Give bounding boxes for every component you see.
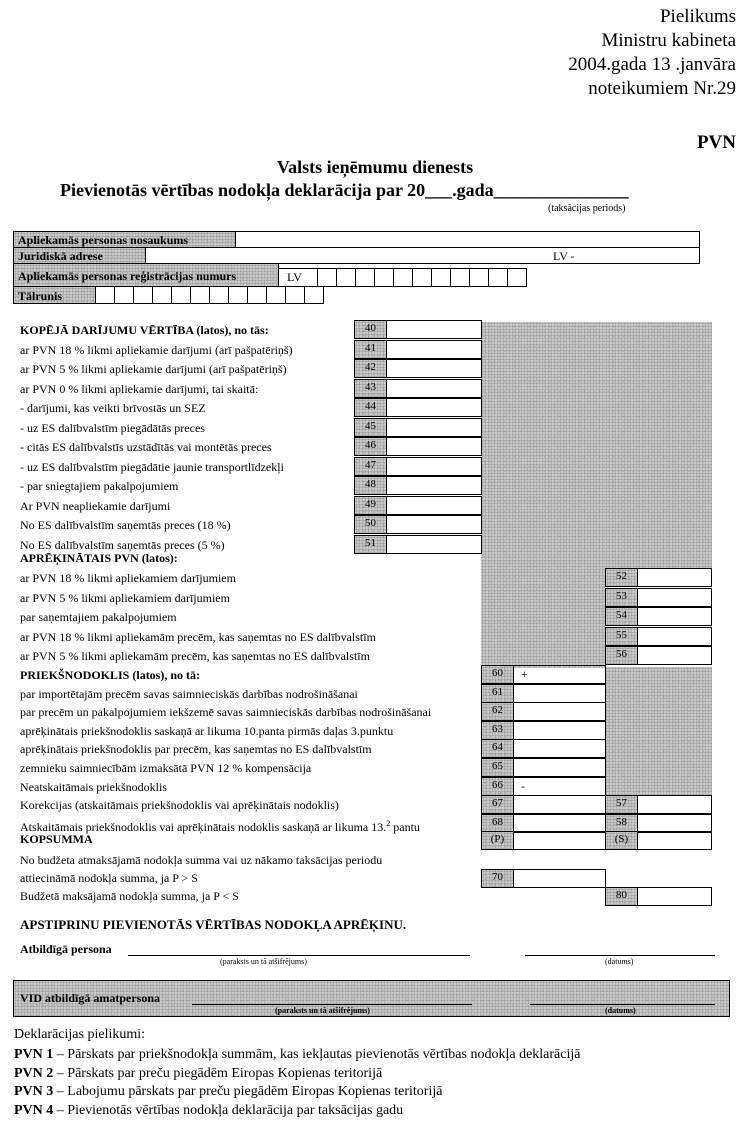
regno-digit-box[interactable] [393,268,413,287]
code-box-47: 47 [354,457,387,476]
phone-digit-box[interactable] [114,286,134,304]
form-code: PVN [696,132,736,153]
value-input-65[interactable] [513,758,606,777]
calc-title: APRĒĶINĀTAIS PVN (latos): [20,551,178,565]
row-label-62: par precēm un pakalpojumiem iekšzemē savas saimnieciskās darbības nodrošināšanai [20,705,432,720]
code-box-52: 52 [605,568,638,587]
value-input-63[interactable] [513,721,606,740]
refund-label-2: attiecināmā nodokļa summa, ja P > S [20,871,198,885]
regno-digit-box[interactable] [507,268,527,287]
value-input-62[interactable] [513,702,606,721]
date-line[interactable] [525,955,715,956]
regno-digit-box[interactable] [317,268,337,287]
vid-signature-line[interactable] [192,1004,472,1005]
regno-digit-box[interactable] [374,268,394,287]
row-label-41: ar PVN 18 % likmi apliekamie darījumi (arī pašpatēriņš) [20,342,293,357]
attachment-text: – Labojumu pārskats par preču piegādēm Eiropas Kopienas teritorijā [56,1084,443,1099]
corrections-label: Korekcijas (atskaitāmais priekšnodoklis vai aprēķinātais nodoklis) [20,798,339,812]
phone-digit-box[interactable] [152,286,172,304]
regno-digit-box[interactable] [469,268,489,287]
period-caption: (taksācijas periods) [548,203,626,214]
code-box-70: 70 [481,869,514,888]
row-label-65: zemnieku saimniecībām izmaksātā PVN 12 % kompensācija [20,761,312,775]
row-label-55: ar PVN 18 % likmi apliekamām precēm, kas saņemtas no ES dalībvalstīm [20,629,376,644]
code-box-66: 66 [481,777,514,796]
code-box-61: 61 [481,684,514,703]
header-line-4: noteikumiem Nr.29 [588,78,736,99]
row-label-61: par importētajām precēm savas saimnieciskās darbības nodrošināšanai [20,686,358,701]
phone-digit-box[interactable] [190,286,210,304]
attachment-text: – Pārskats par priekšnodokļa summām, kas iekļautas pievienotās vērtības nodokļa deklarācijā [56,1047,581,1062]
phone-digit-box[interactable] [285,286,305,304]
code-box-51: 51 [354,535,387,554]
row-label-60: PRIEKŠNODOKLIS (latos), no tā: [20,668,201,682]
code-box-44: 44 [354,398,387,417]
row-label-45: - uz ES dalībvalstīm piegādātās preces [20,420,205,435]
row-label-43: ar PVN 0 % likmi apliekamie darījumi, tai skaitā: [20,381,259,396]
row-label-53: ar PVN 5 % likmi apliekamiem darījumiem [20,590,230,605]
regno-digit-box[interactable] [336,268,356,287]
header-line-3: 2004.gada 13 .janvāra [568,54,736,75]
vid-date-line[interactable] [530,1004,715,1005]
row-label-54: par saņemtajiem pakalpojumiem [20,610,177,624]
code-box-63: 63 [481,721,514,740]
value-input-64[interactable] [513,739,606,758]
value-input-56[interactable] [637,646,712,665]
payable-label: Budžetā maksājamā nodokļa summa, ja P < S [20,889,239,903]
name-label: Apliekamās personas nosaukums [18,233,189,247]
attachment-code: PVN 4 [14,1102,57,1118]
value-input-70[interactable] [513,869,606,888]
regno-digit-box[interactable] [355,268,375,287]
code-box-53: 53 [605,588,638,607]
attachments-title: Deklarācijas pielikumi: [14,1027,146,1042]
date-caption: (datums) [605,957,634,966]
regno-label: Apliekamās personas reģistrācijas numurs [18,269,237,283]
address-prefix: LV - [553,249,575,263]
attachment-code: PVN 1 [14,1047,57,1062]
sign-60: + [521,667,528,681]
code-box-65: 65 [481,758,514,777]
address-label: Juridiskā adrese [18,249,103,263]
signature-caption: (paraksts un tā atšifrējums) [220,957,307,966]
row-label-46: - citās ES dalībvalstīs uzstādītās vai montētās preces [20,440,272,454]
row-label-51: No ES dalībvalstīm saņemtās preces (5 %) [20,537,225,552]
value-input-45[interactable] [386,418,482,437]
code-box-55: 55 [605,627,638,646]
row-label-66: Neatskaitāmais priekšnodoklis [20,779,167,794]
row-label-40: KOPĒJĀ DARĪJUMU VĒRTĪBA (latos), no tās: [20,323,269,337]
code-box-p: (P) [481,831,514,850]
value-input-49[interactable] [386,496,482,515]
agency-title: Valsts ieņēmumu dienests [276,157,474,177]
row-label-48: - par sniegtajiem pakalpojumiem [20,479,179,493]
attachment-item [14,1103,403,1119]
code-box-48: 48 [354,476,387,495]
row-label-50: No ES dalībvalstīm saņemtās preces (18 %) [20,518,231,532]
code-box-67: 67 [481,795,514,814]
vid-date-caption: (datums) [605,1006,636,1015]
regno-digit-box[interactable] [412,268,432,287]
phone-digit-box[interactable] [209,286,229,304]
value-input-53[interactable] [637,588,712,607]
code-box-42: 42 [354,359,387,378]
confirm-statement: APSTIPRINU PIEVIENOTĀS VĒRTĪBAS NODOKĻA APRĒĶINU. [20,917,407,932]
attachment-text: – Pievienotās vērtības nodokļa deklarācija par taksācijas gadu [56,1102,404,1118]
value-input-43[interactable] [386,379,482,398]
attachment-text: – Pārskats par preču piegādēm Eiropas Kopienas teritorijā [56,1065,383,1081]
vid-label: VID atbildīgā amatpersona [20,991,161,1005]
code-box-49: 49 [354,496,387,515]
row-label-44: - darījumi, kas veikti brīvostās un SEZ [20,401,206,415]
row-label-64: aprēķinātais priekšnodoklis par precēm, kas saņemtas no ES dalībvalstīm [20,742,372,757]
phone-digit-box[interactable] [304,286,324,304]
row-label-47: - uz ES dalībvalstīm piegādātie jaunie transportlīdzekļi [20,459,284,474]
phone-digit-box[interactable] [228,286,248,304]
phone-digit-box[interactable] [133,286,153,304]
total-label: KOPSUMMA [20,832,93,846]
settled-label-text: Atskaitāmais priekšnodoklis vai aprēķinātais nodoklis saskaņā ar likuma 13. [20,820,387,834]
shaded-block-right-top [605,322,712,569]
shaded-block-right-mid [605,667,712,795]
value-input-41[interactable] [386,340,482,359]
signature-line[interactable] [128,955,470,956]
code-box-64: 64 [481,739,514,758]
shaded-block-mid [481,322,605,668]
settled-label-end: pantu [390,820,420,834]
value-input-47[interactable] [386,457,482,476]
code-box-54: 54 [605,607,638,626]
code-box-s: (S) [605,831,638,850]
header-line-1: Pielikums [659,6,736,27]
value-input-57[interactable] [637,795,712,814]
attachment-item [14,1066,382,1082]
refund-label-1: No budžeta atmaksājamā nodokļa summa vai uz nākamo taksācijas periodu [20,853,383,867]
responsible-person-label: Atbildīgā persona [20,942,112,956]
phone-digit-box[interactable] [247,286,267,304]
code-box-45: 45 [354,418,387,437]
code-box-46: 46 [354,437,387,456]
settled-label-sup: 2 [386,819,391,828]
attachment-item [14,1084,442,1100]
code-box-62: 62 [481,702,514,721]
row-label-49: Ar PVN neapliekamie darījumi [20,498,171,513]
row-label-63: aprēķinātais priekšnodoklis saskaņā ar likuma 10.panta pirmās daļas 3.punktu [20,723,394,738]
phone-digit-box[interactable] [95,286,115,304]
row-label-52: ar PVN 18 % likmi apliekamiem darījumiem [20,571,236,585]
value-input-61[interactable] [513,684,606,703]
code-box-50: 50 [354,515,387,534]
phone-digit-box[interactable] [171,286,191,304]
value-input-p[interactable] [513,831,606,850]
code-box-43: 43 [354,379,387,398]
phone-digit-box[interactable] [266,286,286,304]
value-input-44[interactable] [386,398,482,417]
attachment-code: PVN 3 [14,1084,57,1099]
header-line-2: Ministru kabineta [601,30,736,51]
phone-label: Tālrunis [18,289,63,303]
regno-prefix: LV [287,270,302,284]
value-input-42[interactable] [386,359,482,378]
row-label-42: ar PVN 5 % likmi apliekamie darījumi (arī pašpatēriņš) [20,362,287,376]
vid-signature-caption: (paraksts un tā atšifrējums) [275,1006,370,1015]
code-box-40: 40 [354,320,387,339]
code-box-57: 57 [605,795,638,814]
code-box-56: 56 [605,646,638,665]
attachment-code: PVN 2 [14,1065,57,1081]
value-input-46[interactable] [386,437,482,456]
value-input-55[interactable] [637,627,712,646]
code-box-41: 41 [354,340,387,359]
value-input-80[interactable] [637,887,712,906]
attachment-item [14,1047,580,1063]
value-input-54[interactable] [637,607,712,626]
code-box-68: 68 [481,814,514,833]
value-input-48[interactable] [386,476,482,495]
row-label-56: ar PVN 5 % likmi apliekamām precēm, kas saņemtas no ES dalībvalstīm [20,649,370,663]
code-box-58: 58 [605,814,638,833]
value-input-s[interactable] [637,831,712,850]
regno-digit-box[interactable] [488,268,508,287]
regno-digit-box[interactable] [450,268,470,287]
value-input-66[interactable] [513,777,606,796]
value-input-67[interactable] [513,795,606,814]
regno-digit-box[interactable] [431,268,451,287]
value-input-40[interactable] [386,320,482,339]
sign-66: - [521,778,525,793]
declaration-title: Pievienotās vērtības nodokļa deklarācija par 20___.gada_______________ [60,180,629,200]
value-input-50[interactable] [386,515,482,534]
code-box-60: 60 [481,665,514,684]
value-input-51[interactable] [386,535,482,554]
code-box-80: 80 [605,887,638,906]
value-input-52[interactable] [637,568,712,587]
